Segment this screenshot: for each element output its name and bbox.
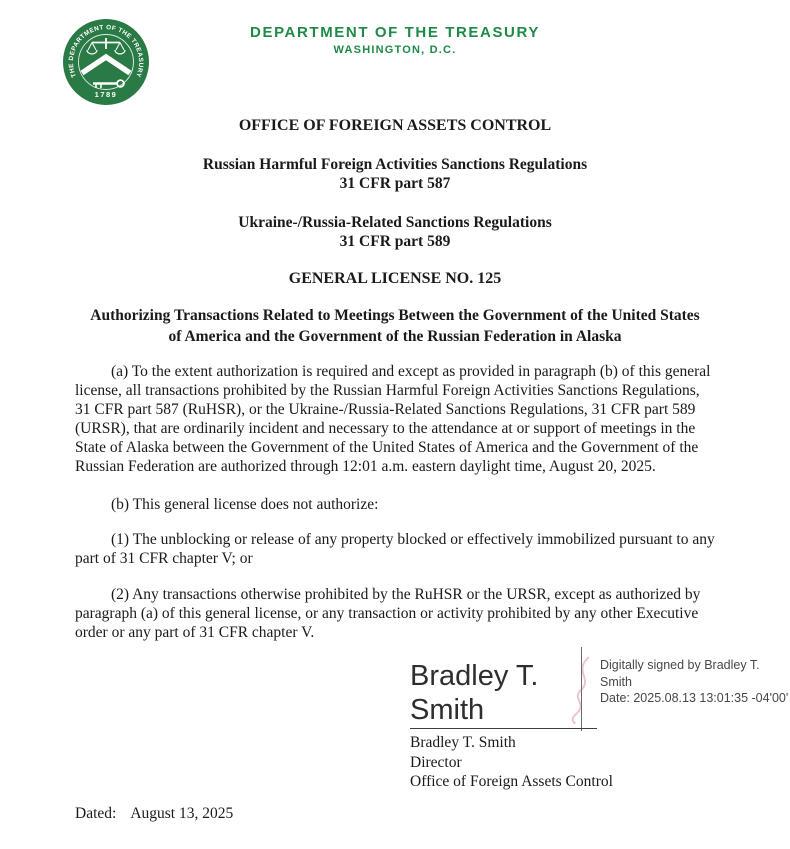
office-heading: OFFICE OF FOREIGN ASSETS CONTROL [238, 117, 552, 134]
subject-heading: Authorizing Transactions Related to Meetings Between the Government of the United States of America and the Government of the Russian Federation in Alaska [90, 307, 700, 345]
digital-signature-note [600, 657, 790, 707]
seal-ring-text: THE DEPARTMENT OF THE TREASURY [67, 24, 145, 79]
digital-signature-name: Bradley T. Smith [410, 660, 539, 727]
letterhead [0, 0, 790, 100]
regulation-2 [75, 213, 715, 251]
regulation-1 [75, 155, 715, 193]
signature-underline [410, 728, 597, 729]
regulation-1-cfr: 31 CFR part 587 [339, 175, 451, 192]
paragraph-b: (b) This general license does not authorize: [111, 496, 379, 513]
signer-details [410, 733, 613, 792]
document-body [0, 116, 790, 823]
paragraph-b1: (1) The unblocking or release of any property blocked or effectively immobilized pursuant to any part of 31 CFR chapter V; or [75, 531, 715, 567]
agency-location: WASHINGTON, D.C. [333, 44, 457, 56]
paragraph-b2: (2) Any transactions otherwise prohibited by the RuHSR or the URSR, except as authorized by paragraph (a) of this general license, or any transaction or activity prohibited by any other Executive order or any part of 31 CFR chapter V. [75, 586, 701, 641]
signer-title: Director [410, 753, 462, 771]
regulation-2-cfr: 31 CFR part 589 [339, 233, 451, 250]
seal-year-text: 1789 [94, 90, 118, 99]
digital-signature-note-line2: Date: 2025.08.13 13:01:35 -04'00' [600, 691, 789, 705]
signer-office: Office of Foreign Assets Control [410, 773, 613, 790]
dated-label: Dated: [75, 805, 117, 822]
signer-name: Bradley T. Smith [410, 734, 516, 751]
paragraph-a: (a) To the extent authorization is required and except as provided in paragraph (b) of this general license, all transactions prohibited by the Russian Harmful Foreign Activities Sanctions Regulations, 31 CFR part 587 (RuHSR), or the Ukraine-/Russia-Related Sanctions Regulations, 31 CFR part 589 (URSR), that are ordinarily incident and necessary to the attendance at or support of meetings in the State of Alaska between the Government of the United States of America and the Government of the Russian Federation are authorized through 12:01 a.m. eastern daylight time, August 20, 2025. [75, 363, 711, 475]
signature-block [75, 647, 789, 795]
treasury-seal-icon [62, 18, 150, 106]
regulation-2-title: Ukraine-/Russia-Related Sanctions Regulations [238, 214, 552, 231]
license-number-heading: GENERAL LICENSE NO. 125 [288, 270, 502, 287]
dated-line [75, 805, 715, 823]
regulation-1-title: Russian Harmful Foreign Activities Sanctions Regulations [202, 156, 588, 173]
digital-signature-note-line1: Digitally signed by Bradley T. Smith [600, 658, 760, 689]
agency-name: DEPARTMENT OF THE TREASURY [250, 24, 540, 41]
signature-divider-line [581, 647, 582, 731]
dated-value: August 13, 2025 [130, 805, 234, 822]
